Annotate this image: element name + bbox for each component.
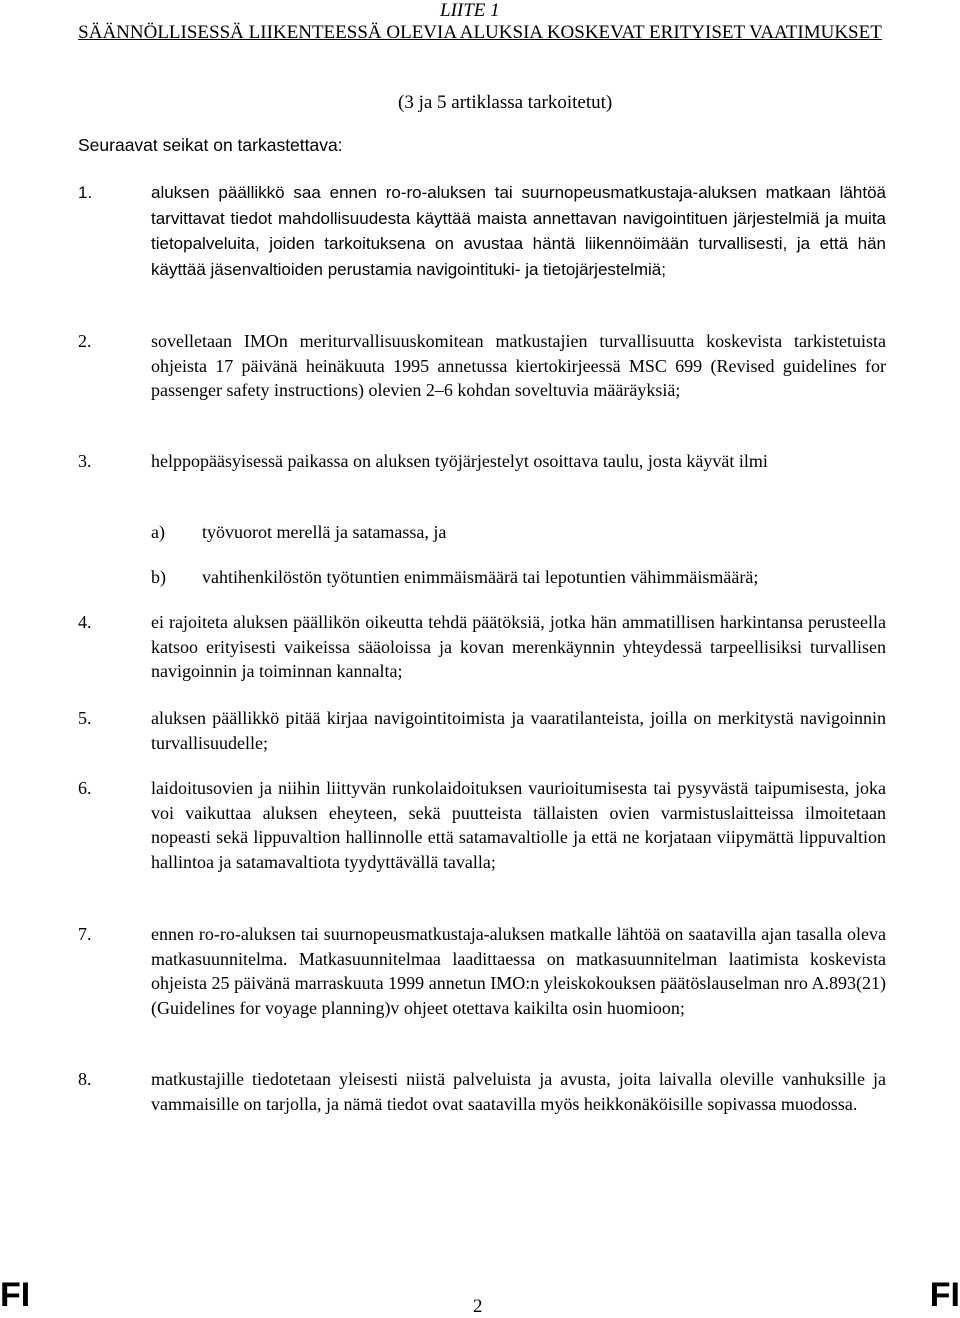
item-text: aluksen päällikkö pitää kirjaa navigointitoimista ja vaaratilanteista, joilla on merkitystä navigoinnin turvallisuudelle; [151, 708, 886, 753]
item-number: 1. [78, 183, 93, 202]
annex-label: LIITE 1 [440, 0, 500, 21]
footer-language-left: FI [0, 1276, 31, 1314]
list-item [78, 449, 886, 474]
item-number: 3. [78, 451, 92, 471]
item-text: sovelletaan IMOn meriturvallisuuskomitean matkustajien turvallisuutta koskevista tarkistetuista ohjeista 17 päivänä heinäkuuta 1995 annetussa kiertokirjeessä MSC 699 (Revised guidelines for passenger safety instructions) olevien 2–6 kohdan soveltuvia määräyksiä; [151, 331, 886, 400]
sub-item-text: vahtihenkilöstön työtuntien enimmäismäärä tai lepotuntien vähimmäismäärä; [202, 567, 759, 587]
item-number: 8. [78, 1069, 92, 1089]
page-number: 2 [473, 1296, 483, 1317]
list-item [78, 776, 886, 874]
item-text: aluksen päällikkö saa ennen ro-ro-aluksen tai suurnopeusmatkustaja-aluksen matkaan lähtöä tarvittavat tiedot mahdollisuudesta käyttää maista annettavan navigointituen järjestelmiä ja muita tietopalveluita, joiden tarkoituksena on avustaa häntä liikennöimään turvallisesti, ja että hän käyttää jäsenvaltioiden perustamia navigointituki- ja tietojärjestelmiä; [151, 183, 886, 279]
list-item [78, 706, 886, 755]
footer-language-right: FI [929, 1276, 960, 1314]
item-number: 5. [78, 708, 92, 728]
item-number: 6. [78, 778, 92, 798]
item-text: helppopääsyisessä paikassa on aluksen työjärjestelyt osoittava taulu, josta käyvät ilmi [151, 451, 768, 471]
item-text: ei rajoiteta aluksen päällikön oikeutta tehdä päätöksiä, jotka hän ammatillisen harkintansa perusteella katsoo erityisesti vaikeissa sääoloissa ja kovan merenkäynnin yhteydessä tarpeellisiksi turvallisen navigoinnin ja toiminnan kannalta; [151, 612, 886, 681]
list-item [78, 922, 886, 1020]
intro-text: Seuraavat seikat on tarkastettava: [78, 135, 343, 155]
list-item [78, 329, 886, 403]
sub-item-text: työvuorot merellä ja satamassa, ja [202, 522, 447, 542]
sub-item-label: b) [151, 567, 166, 587]
sub-list-item [151, 565, 886, 590]
document-title: SÄÄNNÖLLISESSÄ LIIKENTEESSÄ OLEVIA ALUKSIA KOSKEVAT ERITYISET VAATIMUKSET [78, 22, 882, 43]
item-number: 4. [78, 612, 92, 632]
item-text: matkustajille tiedotetaan yleisesti niistä palveluista ja avusta, joita laivalla oleville vanhuksille ja vammaisille on tarjolla, ja nämä tiedot ovat saatavilla myös heikkonäköisille sopivassa muodossa. [151, 1069, 886, 1114]
sub-item-label: a) [151, 522, 165, 542]
item-text: ennen ro-ro-aluksen tai suurnopeusmatkustaja-aluksen matkalle lähtöä on saatavilla ajan tasalla oleva matkasuunnitelma. Matkasuunnitelmaa laadittaessa on matkasuunnitelman laatimista koskevista ohjeista 25 päivänä marraskuuta 1999 annetun IMO:n yleiskokouksen päätöslauselman nro A.893(21) (Guidelines for voyage planning)v ohjeet otettava kaikilta osin huomioon; [151, 924, 886, 1018]
list-item [78, 180, 886, 282]
item-number: 2. [78, 331, 92, 351]
document-subtitle: (3 ja 5 artiklassa tarkoitetut) [398, 92, 613, 113]
list-item [78, 610, 886, 684]
item-text: laidoitusovien ja niihin liittyvän runkolaidoituksen vaurioitumisesta tai pysyvästä taipumisesta, joka voi vaikuttaa aluksen eheyteen, sekä puutteista tällaisten ovien varmistuslaitteissa ilmoitetaan nopeasti sekä lippuvaltion hallinnolle että satamavaltiolle ja että ne korjataan viipymättä lippuvaltion hallintoa ja satamavaltiota tyydyttävällä tavalla; [151, 778, 886, 872]
item-number: 7. [78, 924, 92, 944]
sub-list-item [151, 520, 886, 545]
list-item [78, 1067, 886, 1116]
